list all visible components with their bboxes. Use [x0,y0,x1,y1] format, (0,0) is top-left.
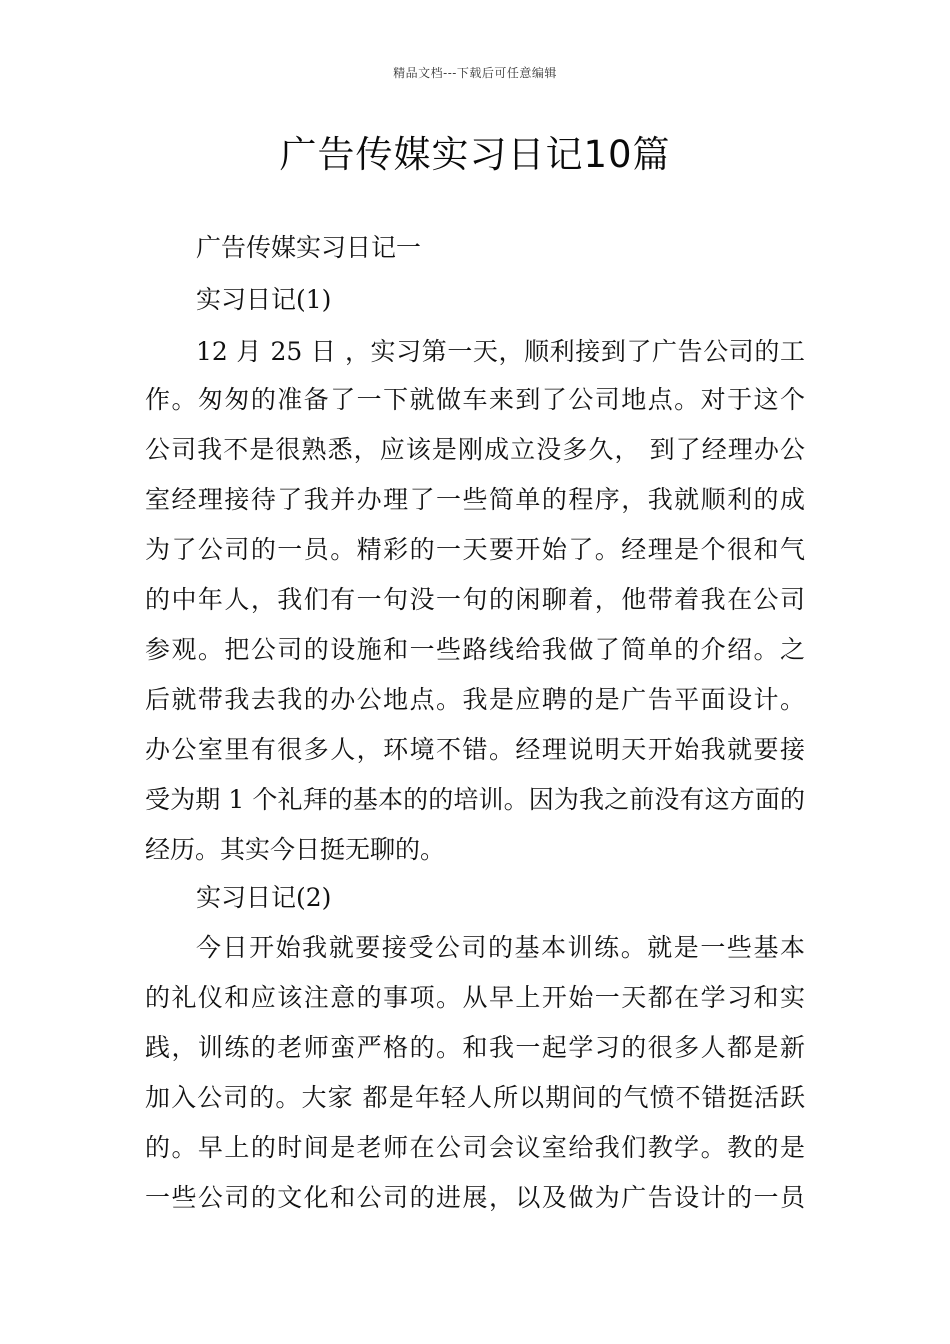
paragraph-line: 作。匆匆的准备了一下就做车来到了公司地点。对于这个 [145,385,805,414]
paragraph-line: 的。早上的时间是老师在公司会议室给我们教学。教的是 [145,1133,805,1162]
paragraph-line: 的中年人，我们有一句没一句的闲聊着，他带着我在公司 [145,585,805,614]
entry-heading-2: 实习日记(2) [196,883,332,912]
paragraph-line: 公司我不是很熟悉，应该是刚成立没多久， 到了经理办公 [145,435,805,464]
paragraph-line: 室经理接待了我并办理了一些简单的程序，我就顺利的成 [145,485,805,514]
paragraph-line: 12 月 25 日 ，实习第一天，顺利接到了广告公司的工 [196,337,805,366]
entry-heading-1: 实习日记(1) [196,285,332,314]
paragraph-line: 办公室里有很多人，环境不错。经理说明天开始我就要接 [145,735,805,764]
paragraph-line: 后就带我去我的办公地点。我是应聘的是广告平面设计。 [145,685,805,714]
paragraph-line: 今日开始我就要接受公司的基本训练。就是一些基本 [196,933,805,962]
paragraph-line: 经历。其实今日挺无聊的。 [145,835,446,864]
paragraph-line: 受为期 1 个礼拜的基本的的培训。因为我之前没有这方面的 [145,785,805,814]
paragraph-line: 参观。把公司的设施和一些路线给我做了简单的介绍。之 [145,635,805,664]
section-heading: 广告传媒实习日记一 [196,233,422,262]
paragraph-line: 的礼仪和应该注意的事项。从早上开始一天都在学习和实 [145,983,805,1012]
paragraph-line: 为了公司的一员。精彩的一天要开始了。经理是个很和气 [145,535,805,564]
document-title: 广告传媒实习日记10篇 [279,133,671,176]
paragraph-line: 加入公司的。大家 都是年轻人所以期间的气愤不错挺活跃 [145,1083,805,1112]
paragraph-line: 一些公司的文化和公司的进展，以及做为广告设计的一员 [145,1183,805,1212]
paragraph-line: 践，训练的老师蛮严格的。和我一起学习的很多人都是新 [145,1033,805,1062]
header-note: 精品文档---下载后可任意编辑 [393,66,557,80]
